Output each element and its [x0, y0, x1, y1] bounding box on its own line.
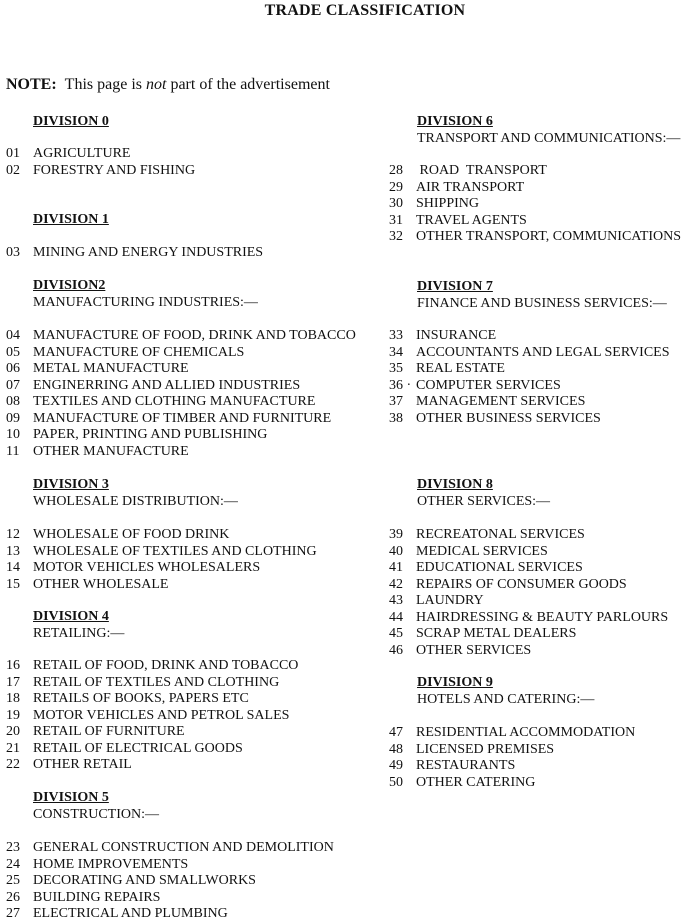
- classification-item: [389, 180, 524, 196]
- classification-item: [389, 626, 576, 642]
- item-name: MANAGEMENT SERVICES: [416, 394, 586, 409]
- item-code: 37: [389, 394, 403, 409]
- item-name: AGRICULTURE: [33, 146, 131, 161]
- classification-item: [389, 229, 681, 245]
- item-name: RETAILS OF BOOKS, PAPERS ETC: [33, 691, 249, 706]
- item-name: HOME IMPROVEMENTS: [33, 856, 189, 872]
- classification-item: [389, 328, 496, 344]
- classification-item: [6, 708, 289, 724]
- classification-item: [389, 345, 670, 361]
- item-name: FORESTRY AND FISHING: [33, 162, 196, 178]
- item-name: RETAIL OF FOOD, DRINK AND TOBACCO: [33, 658, 299, 673]
- item-code: 08: [6, 394, 20, 409]
- division-heading: DIVISION 6: [417, 114, 493, 129]
- item-code: 09: [6, 410, 20, 426]
- item-code: 25: [6, 873, 20, 888]
- classification-item: [389, 593, 484, 609]
- item-code: 04: [6, 328, 20, 343]
- classification-item: [6, 444, 189, 460]
- item-name: DECORATING AND SMALLWORKS: [33, 873, 256, 888]
- classification-item: [389, 394, 585, 410]
- item-name: RECREATONAL SERVICES: [416, 527, 585, 542]
- item-code: 46: [389, 642, 403, 658]
- classification-item: [6, 560, 260, 576]
- item-code: 05: [6, 344, 20, 360]
- item-name: COMPUTER SERVICES: [416, 377, 561, 393]
- classification-item: [389, 643, 531, 659]
- item-name: ELECTRICAL AND PLUMBING: [33, 906, 228, 921]
- classification-item: [389, 775, 535, 791]
- item-code: 10: [6, 427, 20, 442]
- classification-item: [389, 725, 635, 741]
- item-name: RETAIL OF ELECTRICAL GOODS: [33, 740, 243, 756]
- item-name: MEDICAL SERVICES: [416, 543, 548, 559]
- item-name: OTHER SERVICES: [416, 642, 532, 658]
- item-code: 19: [6, 707, 20, 723]
- item-name: GENERAL CONSTRUCTION AND DEMOLITION: [33, 840, 334, 855]
- note-post: part of the advertisement: [166, 76, 330, 93]
- classification-item: [6, 411, 331, 427]
- item-code: 30: [389, 196, 403, 211]
- division-heading: DIVISION 0: [33, 114, 109, 129]
- item-name: BUILDING REPAIRS: [33, 889, 161, 905]
- item-code: 42: [389, 576, 403, 592]
- item-code: 26: [6, 889, 20, 905]
- item-name: RESIDENTIAL ACCOMMODATION: [416, 725, 636, 740]
- item-name: METAL MANUFACTURE: [33, 361, 189, 376]
- classification-item: [6, 245, 263, 261]
- item-code: 23: [6, 840, 20, 855]
- division-subtitle: WHOLESALE DISTRIBUTION:—: [33, 494, 238, 509]
- item-code: 15: [6, 576, 20, 592]
- classification-item: [6, 577, 168, 593]
- item-name: EDUCATIONAL SERVICES: [416, 560, 583, 575]
- classification-item: [6, 163, 195, 179]
- classification-item: [6, 840, 334, 856]
- division-subtitle: CONSTRUCTION:—: [33, 807, 160, 822]
- classification-item: [389, 213, 527, 229]
- item-code: 03: [6, 245, 20, 260]
- classification-item: [6, 757, 132, 773]
- item-name: MINING AND ENERGY INDUSTRIES: [33, 245, 264, 260]
- classification-item: [6, 873, 256, 889]
- item-name: OTHER CATERING: [416, 774, 536, 790]
- item-code: 11: [6, 443, 20, 459]
- item-name: REAL ESTATE: [416, 361, 505, 376]
- division-heading: DIVISION 4: [33, 609, 109, 624]
- item-code: 21: [6, 740, 20, 756]
- item-name: REPAIRS OF CONSUMER GOODS: [416, 576, 627, 592]
- item-name: TRAVEL AGENTS: [416, 212, 527, 228]
- item-name: MOTOR VEHICLES WHOLESALERS: [33, 560, 261, 575]
- classification-item: [389, 758, 515, 774]
- division-subtitle: FINANCE AND BUSINESS SERVICES:—: [417, 296, 667, 311]
- classification-item: [6, 906, 228, 922]
- classification-item: [6, 724, 185, 740]
- division-subtitle: TRANSPORT AND COMMUNICATIONS:—: [417, 131, 681, 146]
- item-code: 13: [6, 543, 20, 559]
- item-code: 32: [389, 229, 403, 244]
- item-name: WHOLESALE OF TEXTILES AND CLOTHING: [33, 543, 317, 559]
- division-subtitle: HOTELS AND CATERING:—: [417, 692, 595, 707]
- division-heading: DIVISION 3: [33, 477, 109, 492]
- classification-item: [6, 146, 131, 162]
- item-name: OTHER TRANSPORT, COMMUNICATIONS: [416, 229, 682, 244]
- classification-item: [6, 378, 300, 394]
- division-subtitle: OTHER SERVICES:—: [417, 494, 551, 509]
- classification-item: [389, 610, 668, 626]
- item-code: 22: [6, 757, 20, 772]
- classification-item: [6, 890, 160, 906]
- division-subtitle: MANUFACTURING INDUSTRIES:—: [33, 295, 258, 310]
- item-code: 14: [6, 560, 20, 575]
- item-name: RETAIL OF TEXTILES AND CLOTHING: [33, 674, 280, 690]
- item-code: 39: [389, 527, 403, 542]
- note-line: [6, 76, 330, 94]
- classification-item: [389, 361, 505, 377]
- item-name: AIR TRANSPORT: [416, 179, 525, 195]
- item-name: OTHER BUSINESS SERVICES: [416, 410, 601, 426]
- item-code: 20: [6, 724, 20, 739]
- item-code: 33: [389, 328, 403, 343]
- item-code: 01: [6, 146, 20, 161]
- item-name: ENGINERRING AND ALLIED INDUSTRIES: [33, 377, 301, 393]
- item-code: 17: [6, 674, 20, 690]
- classification-item: [6, 691, 249, 707]
- item-name: PAPER, PRINTING AND PUBLISHING: [33, 427, 268, 442]
- item-name: OTHER MANUFACTURE: [33, 443, 189, 459]
- item-name: LICENSED PREMISES: [416, 741, 555, 757]
- item-code: 06: [6, 361, 20, 376]
- item-name: ROAD TRANSPORT: [416, 163, 547, 178]
- item-code: 47: [389, 725, 403, 740]
- item-name: MOTOR VEHICLES AND PETROL SALES: [33, 707, 290, 723]
- item-code: 07: [6, 377, 20, 393]
- division-heading: DIVISION 8: [417, 477, 493, 492]
- item-name: RESTAURANTS: [416, 758, 516, 773]
- classification-item: [389, 742, 554, 758]
- item-code: 41: [389, 560, 403, 575]
- division-heading: DIVISION 7: [417, 279, 493, 294]
- item-code: 27: [6, 906, 20, 921]
- classification-item: [6, 361, 189, 377]
- item-code: 48: [389, 741, 403, 757]
- item-code: 38: [389, 410, 403, 426]
- note-pre: This page is: [64, 76, 146, 93]
- classification-item: [389, 527, 585, 543]
- classification-item: [6, 658, 298, 674]
- item-code: 18: [6, 691, 20, 706]
- classification-item: [389, 544, 548, 560]
- item-name: MANUFACTURE OF FOOD, DRINK AND TOBACCO: [33, 328, 356, 343]
- item-code: 36 ·: [389, 377, 412, 393]
- item-name: RETAIL OF FURNITURE: [33, 724, 185, 739]
- division-heading: DIVISION 1: [33, 212, 109, 227]
- item-name: LAUNDRY: [416, 593, 484, 608]
- classification-item: [6, 741, 243, 757]
- item-code: 28: [389, 163, 403, 178]
- classification-item: [6, 527, 229, 543]
- item-code: 35: [389, 361, 403, 376]
- classification-item: [389, 196, 479, 212]
- division-subtitle: RETAILING:—: [33, 626, 125, 641]
- item-name: SCRAP METAL DEALERS: [416, 626, 577, 641]
- item-name: TEXTILES AND CLOTHING MANUFACTURE: [33, 394, 316, 409]
- item-name: OTHER WHOLESALE: [33, 576, 169, 592]
- classification-item: [6, 328, 356, 344]
- division-heading: DIVISION 5: [33, 790, 109, 805]
- item-code: 34: [389, 344, 403, 360]
- classification-item: [389, 411, 601, 427]
- item-code: 16: [6, 658, 20, 673]
- item-code: 49: [389, 758, 403, 773]
- page-title: TRADE CLASSIFICATION: [264, 2, 466, 19]
- note-emphasis: not: [146, 76, 167, 93]
- item-code: 45: [389, 626, 403, 641]
- item-name: SHIPPING: [416, 196, 480, 211]
- item-name: HAIRDRESSING & BEAUTY PARLOURS: [416, 609, 669, 625]
- item-code: 29: [389, 179, 403, 195]
- item-code: 12: [6, 527, 20, 542]
- classification-item: [6, 427, 267, 443]
- item-name: MANUFACTURE OF CHEMICALS: [33, 344, 245, 360]
- item-name: ACCOUNTANTS AND LEGAL SERVICES: [416, 344, 670, 360]
- classification-item: [6, 345, 244, 361]
- item-code: 24: [6, 856, 20, 872]
- division-heading: DIVISION 9: [417, 675, 493, 690]
- item-name: MANUFACTURE OF TIMBER AND FURNITURE: [33, 410, 332, 426]
- item-name: WHOLESALE OF FOOD DRINK: [33, 527, 230, 542]
- item-name: INSURANCE: [416, 328, 497, 343]
- item-code: 31: [389, 212, 403, 228]
- item-code: 50: [389, 774, 403, 790]
- classification-item: [6, 675, 279, 691]
- division-heading: DIVISION2: [33, 278, 106, 293]
- note-label: NOTE:: [6, 76, 57, 93]
- classification-item: [6, 857, 188, 873]
- classification-item: [389, 378, 561, 394]
- item-code: 44: [389, 609, 403, 625]
- classification-item: [389, 560, 583, 576]
- item-name: OTHER RETAIL: [33, 757, 132, 772]
- classification-item: [6, 544, 317, 560]
- item-code: 02: [6, 162, 20, 178]
- classification-item: [6, 394, 315, 410]
- classification-item: [389, 163, 547, 179]
- item-code: 40: [389, 543, 403, 559]
- classification-item: [389, 577, 627, 593]
- item-code: 43: [389, 593, 403, 608]
